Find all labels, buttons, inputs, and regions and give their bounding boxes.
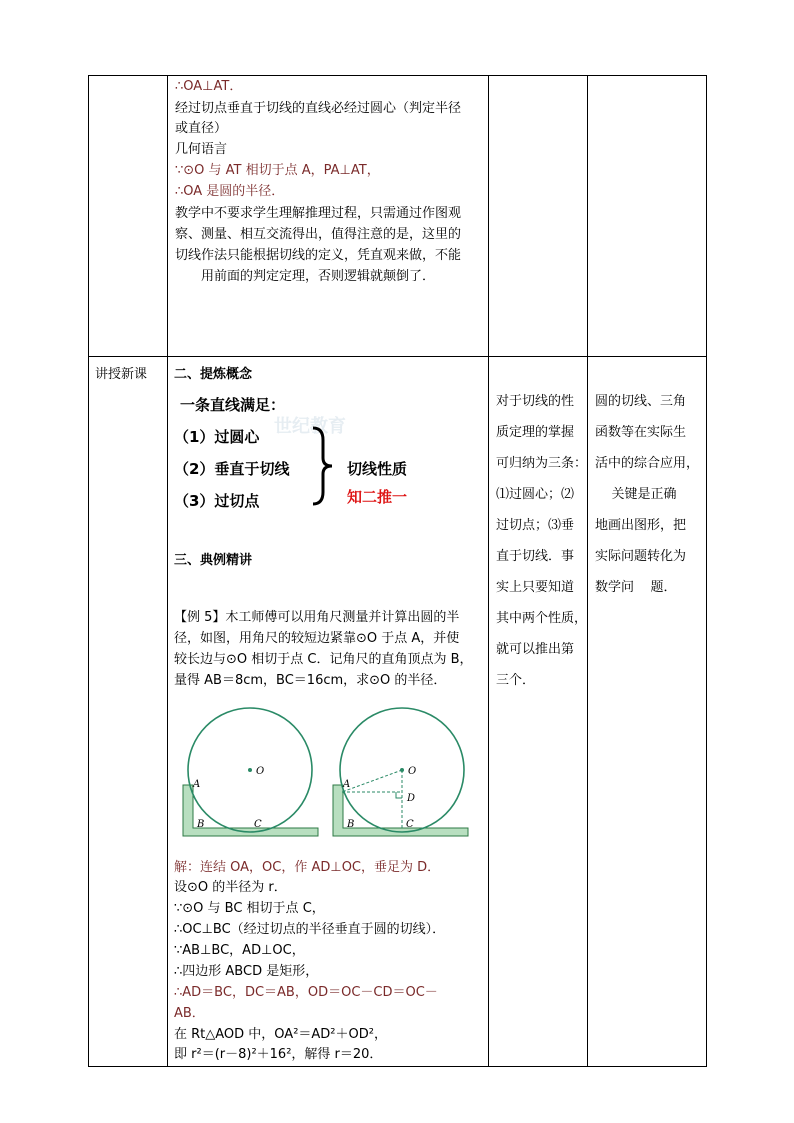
teaching-note-l2: 察、测量、相互交流得出，值得注意的是，这里的 [175, 227, 462, 242]
teaching-note-l1: 教学中不要求学生理解推理过程，只需通过作图观 [175, 206, 462, 221]
geometry-statement-1: ∵⊙O 与 AT 相切于点 A，PA⊥AT， [175, 163, 380, 178]
teaching-note-l3: 切线作法只能根据切线的定义，凭直观来做，不能 [175, 248, 462, 263]
column-divider-3 [587, 75, 588, 1067]
label-a-left: A [193, 779, 201, 790]
label-b-right: B [347, 819, 355, 830]
problem-l2: 径，如图，用角尺的较短边紧靠⊙O 于点 A，并使 [174, 631, 460, 646]
column3-line: 其中两个性质， [496, 611, 588, 626]
center-point-right [400, 768, 404, 772]
condition-1: （1）过圆心 [174, 428, 260, 446]
example-heading: 三、典例精讲 [174, 553, 253, 568]
theorem-line: 经过切点垂直于切线的直线必经过圆心（判定半径 [175, 101, 462, 116]
column4-line: 关键是正确 [595, 487, 677, 502]
concept-heading: 二、提炼概念 [174, 367, 253, 382]
label-c-right: C [406, 819, 414, 830]
column4-line: 函数等在实际生 [595, 425, 687, 440]
table-left-border [88, 75, 89, 1067]
label-d-right: D [407, 793, 416, 804]
column-divider-1 [167, 75, 168, 1067]
column4-line: 活中的综合应用， [595, 456, 700, 471]
concept-intro: 一条直线满足： [180, 396, 286, 414]
label-a-right: A [343, 779, 351, 790]
problem-l1: 【例 5】木工师傅可以用角尺测量并计算出圆的半 [174, 610, 460, 625]
watermark: 世纪教育 [274, 416, 346, 437]
row-label: 讲授新课 [95, 367, 148, 382]
column3-line: 可归纳为三条： [496, 456, 588, 471]
column3-line: 实上只要知道 [496, 580, 575, 595]
label-b-left: B [197, 819, 205, 830]
solution-l8: AB． [174, 1006, 205, 1021]
theorem-line-cont: 或直径） [175, 121, 228, 136]
know-two-infer-one: 知二推一 [347, 488, 408, 506]
solution-l7: ∴AD＝BC，DC＝AB，OD＝OC－CD＝OC－ [174, 985, 438, 1000]
column3-line: 对于切线的性 [496, 394, 575, 409]
solution-l1: 解：连结 OA，OC，作 AD⊥OC，垂足为 D． [174, 860, 441, 875]
center-point-left [248, 768, 252, 772]
column3-line: 三个． [496, 673, 536, 688]
solution-l2: 设⊙O 的半径为 r． [174, 880, 287, 895]
brace-icon [311, 426, 335, 506]
column3-line: 直于切线．事 [496, 549, 575, 564]
column4-line: 地画出图形，把 [595, 518, 687, 533]
tangent-property-label: 切线性质 [347, 460, 408, 478]
column3-line: 就可以推出第 [496, 642, 575, 657]
column3-line: 过切点；⑶垂 [496, 518, 575, 533]
proof-conclusion-line: ∴OA⊥AT． [175, 79, 243, 94]
label-o-left: O [256, 766, 265, 777]
column3-line: 质定理的掌握 [496, 425, 575, 440]
label-o-right: O [408, 766, 417, 777]
table-right-border [706, 75, 707, 1067]
solution-l3: ∵⊙O 与 BC 相切于点 C， [174, 901, 325, 916]
column4-line: 圆的切线、三角 [595, 394, 687, 409]
solution-l6: ∴四边形 ABCD 是矩形， [174, 964, 319, 979]
solution-l9: 在 Rt△AOD 中，OA²＝AD²＋OD²， [174, 1027, 387, 1042]
label-c-left: C [254, 819, 262, 830]
solution-l5: ∵AB⊥BC，AD⊥OC， [174, 943, 305, 958]
table-bottom-border [88, 1066, 707, 1067]
geometry-statement-2: ∴OA 是圆的半径． [175, 184, 285, 199]
column-divider-2 [488, 75, 489, 1067]
teaching-note-l4: 用前面的判定定理，否则逻辑就颠倒了． [201, 269, 436, 284]
table-top-border [88, 75, 707, 76]
condition-2: （2）垂直于切线 [174, 460, 290, 478]
problem-l4: 量得 AB＝8cm，BC＝16cm，求⊙O 的半径． [174, 673, 447, 688]
problem-l3: 较长边与⊙O 相切于点 C．记角尺的直角顶点为 B， [174, 652, 473, 667]
solution-l4: ∴OC⊥BC（经过切点的半径垂直于圆的切线）． [174, 922, 446, 937]
column3-line: ⑴过圆心；⑵ [496, 487, 575, 502]
row-divider [88, 356, 707, 357]
concept-box [174, 392, 430, 510]
right-angle-mark [396, 792, 402, 798]
condition-3: （3）过切点 [174, 492, 260, 510]
segment-oa [342, 770, 402, 792]
solution-l10: 即 r²＝(r－8)²＋16²，解得 r＝20． [174, 1047, 383, 1062]
example-figure [178, 700, 478, 850]
column4-line: 实际问题转化为 [595, 549, 687, 564]
column4-line: 数学问 题． [595, 580, 677, 595]
geometry-language-label: 几何语言 [175, 142, 228, 157]
